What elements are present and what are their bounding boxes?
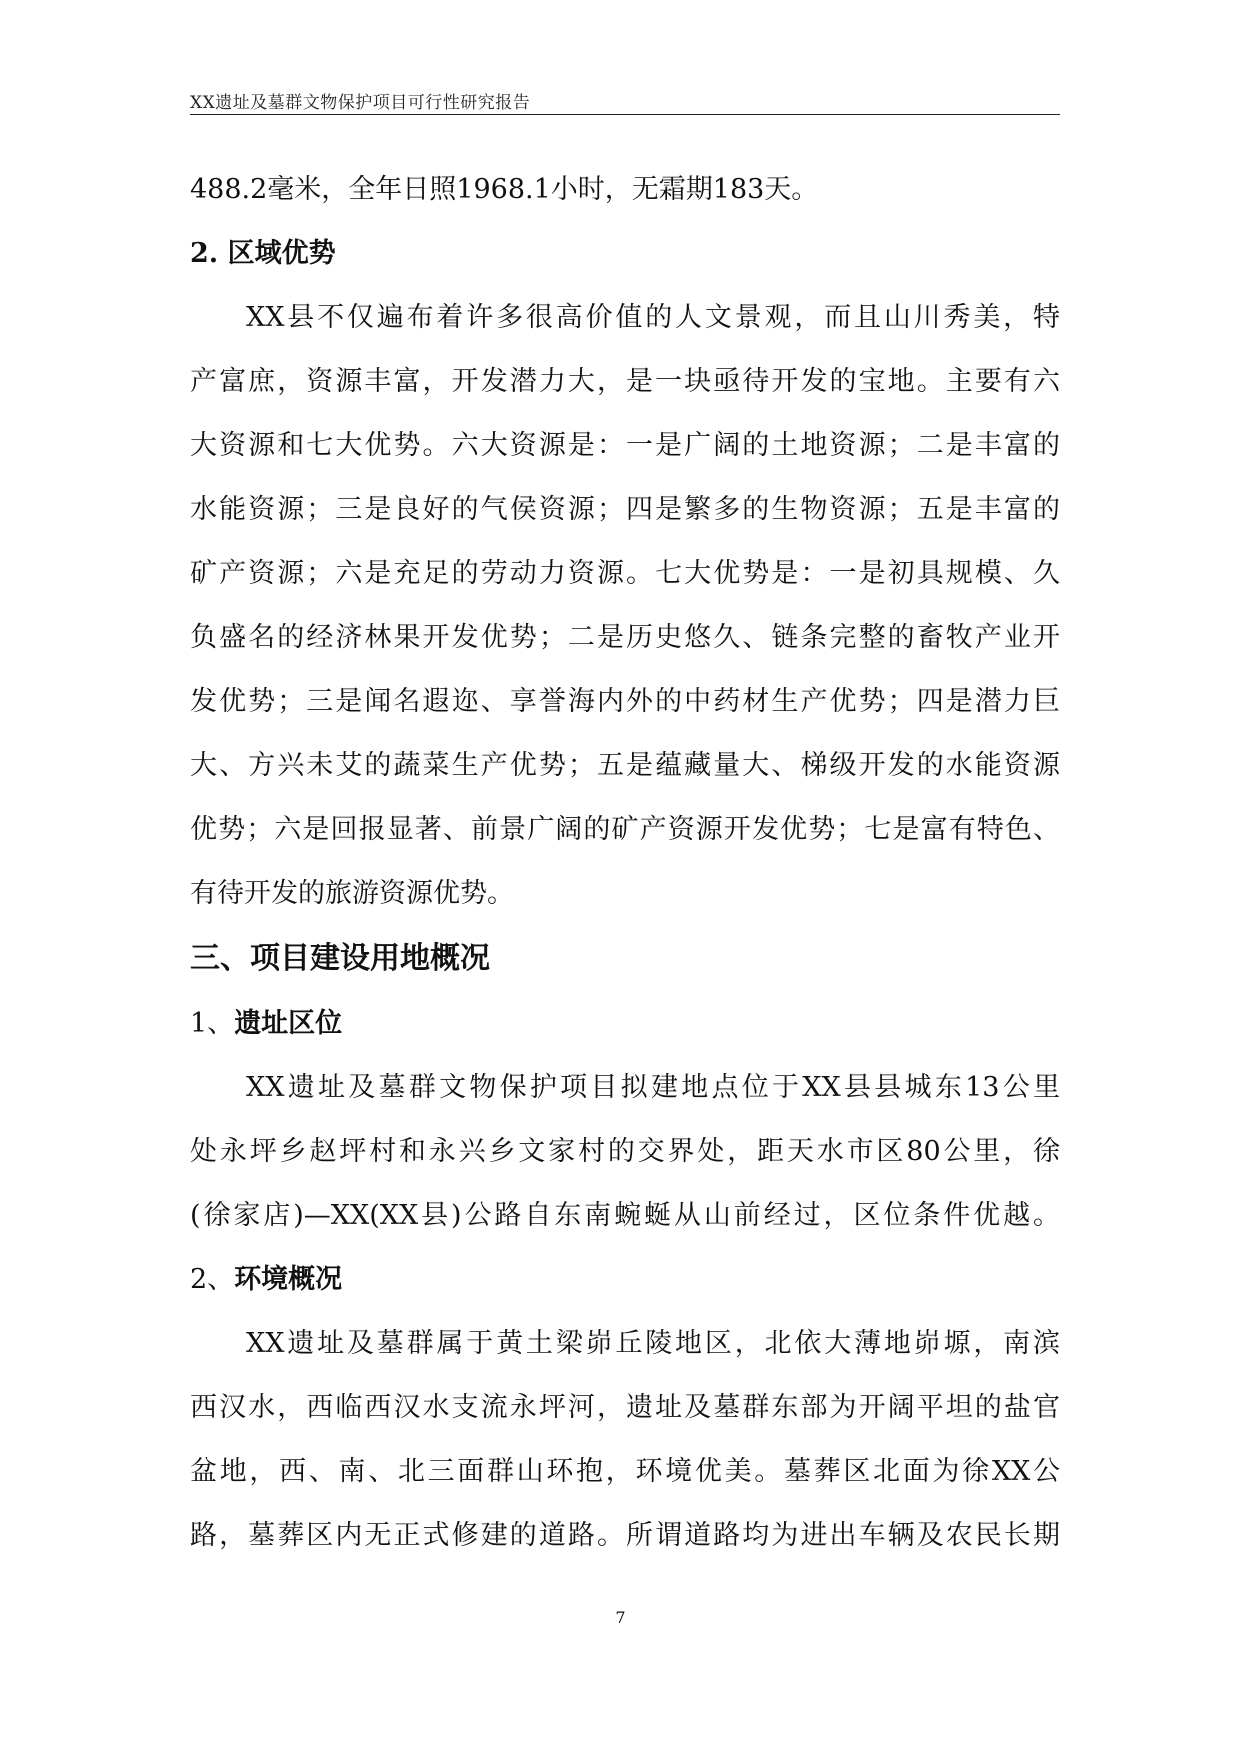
paragraph-line: 负盛名的经济林果开发优势；二是历史悠久、链条完整的畜牧产业开 <box>190 622 1060 653</box>
header-rule <box>190 114 1060 115</box>
chapter-heading: 三、项目建设用地概况 <box>190 941 490 976</box>
paragraph-line: 矿产资源；六是充足的劳动力资源。七大优势是：一是初具规模、久 <box>190 558 1060 589</box>
paragraph-line: 水能资源；三是良好的气侯资源；四是繁多的生物资源；五是丰富的 <box>190 494 1060 525</box>
paragraph-line: 488.2毫米，全年日照1968.1小时，无霜期183天。 <box>190 174 819 205</box>
paragraph-line: (徐家店)—XX(XX县)公路自东南蜿蜒从山前经过，区位条件优越。 <box>190 1200 1060 1231</box>
subsection-number: 1、 <box>190 1008 235 1039</box>
paragraph-line: XX县不仅遍布着许多很高价值的人文景观，而且山川秀美，特 <box>246 302 1060 333</box>
paragraph-environment <box>190 1312 1060 1568</box>
paragraph-line: 大资源和七大优势。六大资源是：一是广阔的土地资源；二是丰富的 <box>190 430 1060 461</box>
subsection-title: 遗址区位 <box>234 1008 343 1039</box>
paragraph-regional-advantages <box>190 286 1060 926</box>
paragraph-line: 路，墓葬区内无正式修建的道路。所谓道路均为进出车辆及农民长期 <box>190 1520 1060 1551</box>
paragraph-line: 有待开发的旅游资源优势。 <box>190 878 514 909</box>
subsection-heading <box>190 1248 1060 1312</box>
running-header: XX遗址及墓群文物保护项目可行性研究报告 <box>190 93 531 113</box>
paragraph-line: 发优势；三是闻名遐迩、享誉海内外的中药材生产优势；四是潜力巨 <box>190 686 1060 717</box>
paragraph-line: 盆地，西、南、北三面群山环抱，环境优美。墓葬区北面为徐XX公 <box>190 1456 1060 1487</box>
page-number: 7 <box>615 1608 626 1627</box>
paragraph-line: 大、方兴未艾的蔬菜生产优势；五是蕴藏量大、梯级开发的水能资源 <box>190 750 1060 781</box>
paragraph-line: 西汉水，西临西汉水支流永坪河，遗址及墓群东部为开阔平坦的盐官 <box>190 1392 1060 1423</box>
subsection-number: 2、 <box>190 1264 235 1295</box>
paragraph-line: 产富庶，资源丰富，开发潜力大，是一块亟待开发的宝地。主要有六 <box>190 366 1060 397</box>
paragraph-line: 处永坪乡赵坪村和永兴乡文家村的交界处，距天水市区80公里，徐 <box>190 1136 1060 1167</box>
subsection-title: 环境概况 <box>234 1264 343 1295</box>
section-heading: 2. 区域优势 <box>190 238 336 269</box>
subsection-heading <box>190 992 1060 1056</box>
paragraph-line: XX遗址及墓群属于黄土梁峁丘陵地区，北依大薄地峁塬，南滨 <box>246 1328 1060 1359</box>
paragraph-line: 优势；六是回报显著、前景广阔的矿产资源开发优势；七是富有特色、 <box>190 814 1060 845</box>
paragraph-site-location <box>190 1056 1060 1248</box>
paragraph-line: XX遗址及墓群文物保护项目拟建地点位于XX县县城东13公里 <box>246 1072 1060 1103</box>
page-body <box>190 158 1060 1568</box>
